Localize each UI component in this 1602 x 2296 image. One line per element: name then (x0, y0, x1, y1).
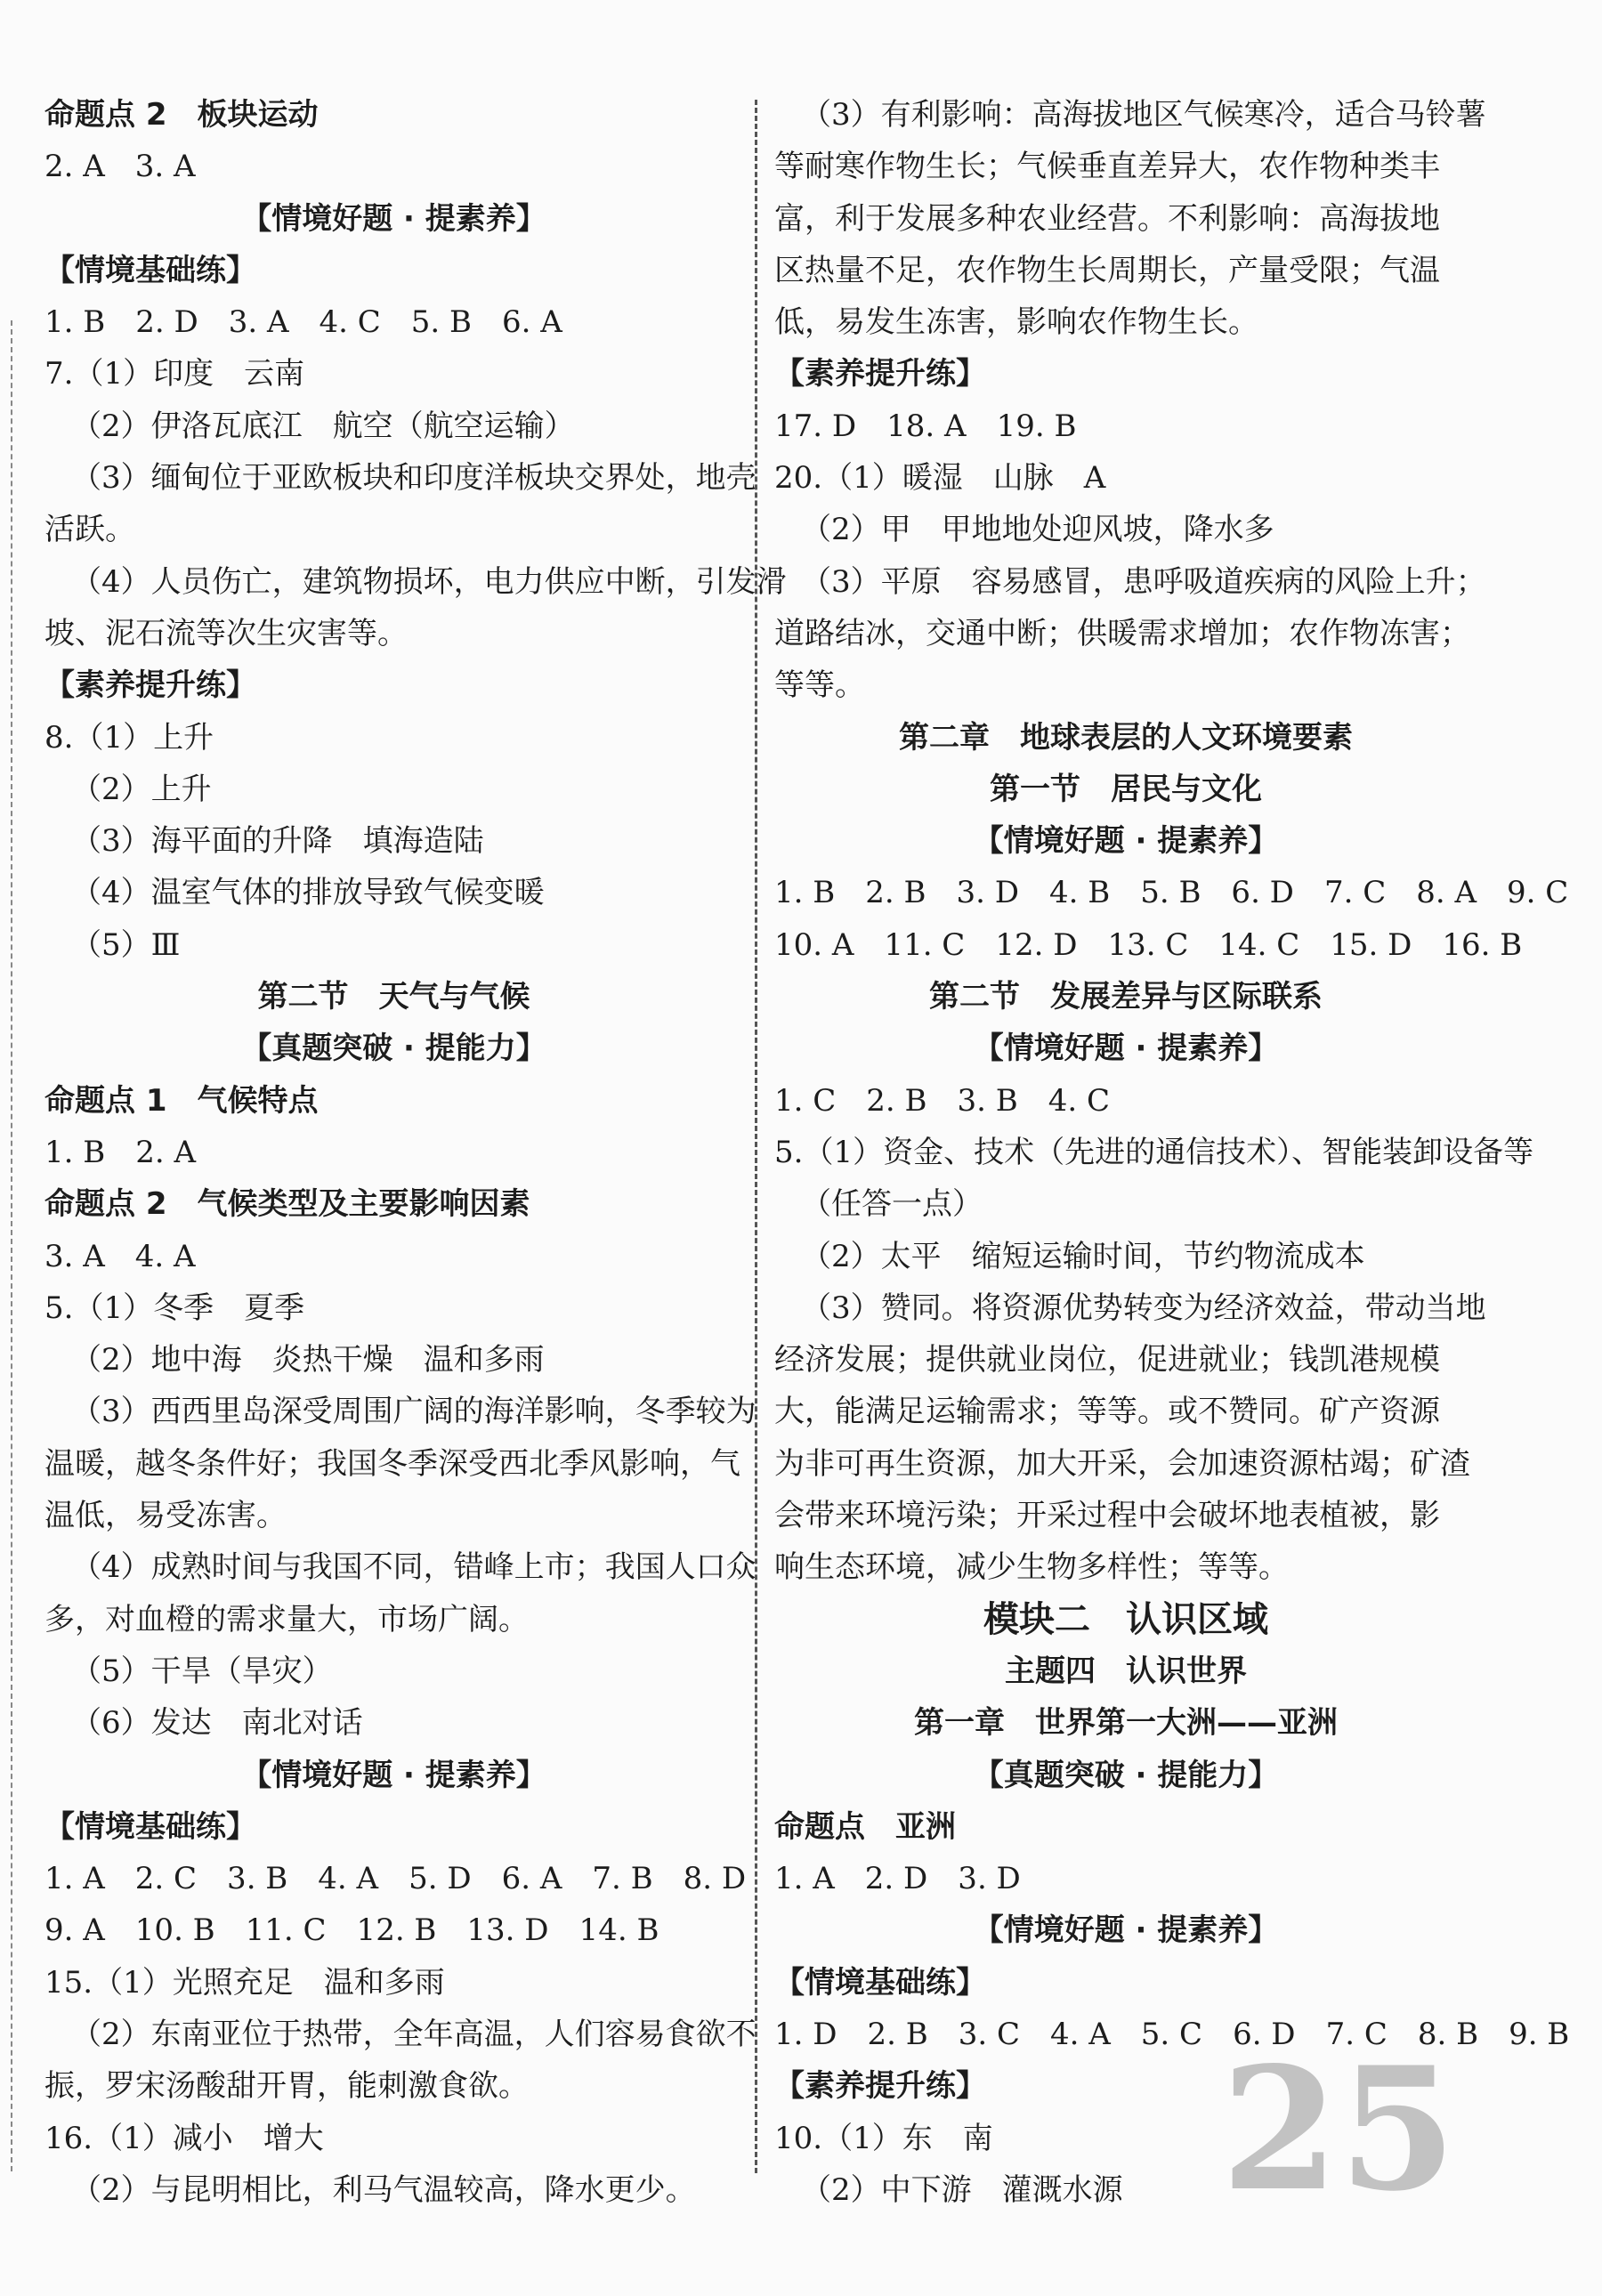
text-line: （2）太平 缩短运输时间，节约物流成本 (801, 1238, 1365, 1274)
text-line: 【素养提升练】 (774, 356, 986, 392)
text-line: 【情境好题 · 提素养】 (241, 200, 546, 237)
text-line: 5.（1）冬季 夏季 (44, 1289, 305, 1326)
text-line: 1. A 2. D 3. D (774, 1861, 1021, 1897)
text-line: （4）成熟时间与我国不同，错峰上市；我国人口众 (71, 1549, 756, 1586)
text-line: （2）与昆明相比，利马气温较高，降水更少。 (71, 2171, 696, 2208)
text-line: （4）温室气体的排放导致气候变暖 (71, 875, 545, 911)
text-line: 第二节 天气与气候 (257, 979, 530, 1015)
text-line: 【情境好题 · 提素养】 (973, 823, 1279, 860)
text-line: 命题点 2 板块运动 (44, 97, 319, 133)
text-line: 等耐寒作物生长；气候垂直差异大，农作物种类丰 (774, 149, 1440, 185)
text-line: 20.（1）暖湿 山脉 A (774, 460, 1106, 497)
text-line: （2）地中海 炎热干燥 温和多雨 (71, 1342, 545, 1378)
text-line: 【情境好题 · 提素养】 (973, 1031, 1279, 1067)
text-line: 【情境好题 · 提素养】 (973, 1912, 1279, 1949)
text-line: 主题四 认识世界 (1005, 1653, 1247, 1689)
column-divider (755, 100, 757, 2173)
text-line: （2）甲 甲地地处迎风坡，降水多 (801, 512, 1274, 548)
text-line: 3. A 4. A (44, 1238, 196, 1274)
text-line: 响生态环境，减少生物多样性；等等。 (774, 1549, 1289, 1586)
text-line: 会带来环境污染；开采过程中会破坏地表植被，影 (774, 1498, 1440, 1534)
text-line: （5）干旱（旱灾） (71, 1653, 333, 1689)
text-line: 第一章 世界第一大洲——亚洲 (914, 1705, 1338, 1742)
text-line: （3）海平面的升降 填海造陆 (71, 823, 484, 860)
text-line: 为非可再生资源，加大开采，会加速资源枯竭；矿渣 (774, 1445, 1470, 1482)
text-line: 15.（1）光照充足 温和多雨 (44, 1964, 445, 2001)
text-line: 多，对血橙的需求量大，市场广阔。 (44, 1601, 529, 1637)
text-line: 温低，易受冻害。 (44, 1498, 287, 1534)
text-line: 【情境基础练】 (774, 1964, 986, 2001)
text-line: 区热量不足，农作物生长周期长，产量受限；气温 (774, 252, 1440, 288)
text-line: 【素养提升练】 (44, 667, 256, 704)
text-line: （6）发达 南北对话 (71, 1705, 363, 1742)
text-line: 模块二 认识区域 (983, 1598, 1268, 1640)
text-line: 【情境好题 · 提素养】 (241, 1757, 546, 1793)
text-line: 9. A 10. B 11. C 12. B 13. D 14. B (44, 1912, 659, 1949)
text-line: 【真题突破 · 提能力】 (973, 1757, 1279, 1793)
margin-line (11, 320, 12, 2171)
text-line: 温暖，越冬条件好；我国冬季深受西北季风影响，气 (44, 1445, 740, 1482)
text-line: 活跃。 (44, 512, 135, 548)
text-line: 1. B 2. D 3. A 4. C 5. B 6. A (44, 304, 562, 341)
text-line: 等等。 (774, 667, 865, 704)
text-line: 振，罗宋汤酸甜开胃，能刺激食欲。 (44, 2068, 529, 2105)
text-line: 5.（1）资金、技术（先进的通信技术）、智能装卸设备等 (774, 1134, 1534, 1170)
text-line: 【情境基础练】 (44, 252, 256, 288)
page-number: 25 (1221, 2030, 1457, 2228)
text-line: 【真题突破 · 提能力】 (241, 1031, 546, 1067)
text-line: 1. A 2. C 3. B 4. A 5. D 6. A 7. B 8. D (44, 1861, 747, 1897)
text-line: 17. D 18. A 19. B (774, 408, 1077, 444)
text-line: （3）西西里岛深受周围广阔的海洋影响，冬季较为 (71, 1394, 756, 1430)
text-line: （2）中下游 灌溉水源 (801, 2171, 1123, 2208)
text-line: 命题点 1 气候特点 (44, 1082, 319, 1119)
text-line: 10. A 11. C 12. D 13. C 14. C 15. D 16. B (774, 926, 1523, 963)
text-line: 坡、泥石流等次生灾害等。 (44, 615, 408, 651)
text-line: 16.（1）减小 增大 (44, 2120, 324, 2156)
right-column (774, 89, 1570, 2228)
text-line: 道路结冰，交通中断；供暖需求增加；农作物冻害； (774, 615, 1470, 651)
text-line: 【素养提升练】 (774, 2068, 986, 2105)
text-line: （任答一点） (801, 1186, 983, 1223)
text-line: 7.（1）印度 云南 (44, 356, 305, 392)
text-line: 第一节 居民与文化 (990, 771, 1262, 807)
text-line: （5）Ⅲ (71, 926, 181, 963)
left-column (44, 89, 787, 2216)
text-line: 经济发展；提供就业岗位，促进就业；钱凯港规模 (774, 1342, 1440, 1378)
text-line: 命题点 2 气候类型及主要影响因素 (44, 1186, 530, 1223)
text-line: 1. B 2. A (44, 1134, 197, 1170)
text-line: 1. D 2. B 3. C 4. A 5. C 6. D 7. C 8. B 9. B (774, 2016, 1570, 2052)
text-line: 第二节 发展差异与区际联系 (929, 979, 1323, 1015)
text-line: （3）平原 容易感冒，患呼吸道疾病的风险上升； (801, 563, 1486, 600)
text-line: 大，能满足运输需求；等等。或不赞同。矿产资源 (774, 1394, 1440, 1430)
text-line: （2）上升 (71, 771, 212, 807)
text-line: 第二章 地球表层的人文环境要素 (899, 719, 1353, 756)
text-line: 10.（1）东 南 (774, 2120, 993, 2156)
text-line: 【情境基础练】 (44, 1808, 256, 1845)
text-line: （3）有利影响：高海拔地区气候寒冷，适合马铃薯 (801, 97, 1486, 133)
text-line: 1. B 2. B 3. D 4. B 5. B 6. D 7. C 8. A 9. C (774, 875, 1569, 911)
text-line: （2）东南亚位于热带，全年高温，人们容易食欲不 (71, 2016, 756, 2052)
text-line: 命题点 亚洲 (774, 1808, 956, 1845)
text-line: 富，利于发展多种农业经营。不利影响：高海拔地 (774, 200, 1440, 237)
text-line: 低，易发生冻害，影响农作物生长。 (774, 304, 1258, 341)
text-line: （3）赞同。将资源优势转变为经济效益，带动当地 (801, 1289, 1486, 1326)
text-line: 2. A 3. A (44, 149, 196, 185)
text-line: 8.（1）上升 (44, 719, 214, 756)
text-line: （3）缅甸位于亚欧板块和印度洋板块交界处，地壳 (71, 460, 756, 497)
text-line: （2）伊洛瓦底江 航空（航空运输） (71, 408, 575, 444)
text-line: 1. C 2. B 3. B 4. C (774, 1082, 1110, 1119)
text-line: （4）人员伤亡，建筑物损坏，电力供应中断，引发滑 (71, 563, 787, 600)
